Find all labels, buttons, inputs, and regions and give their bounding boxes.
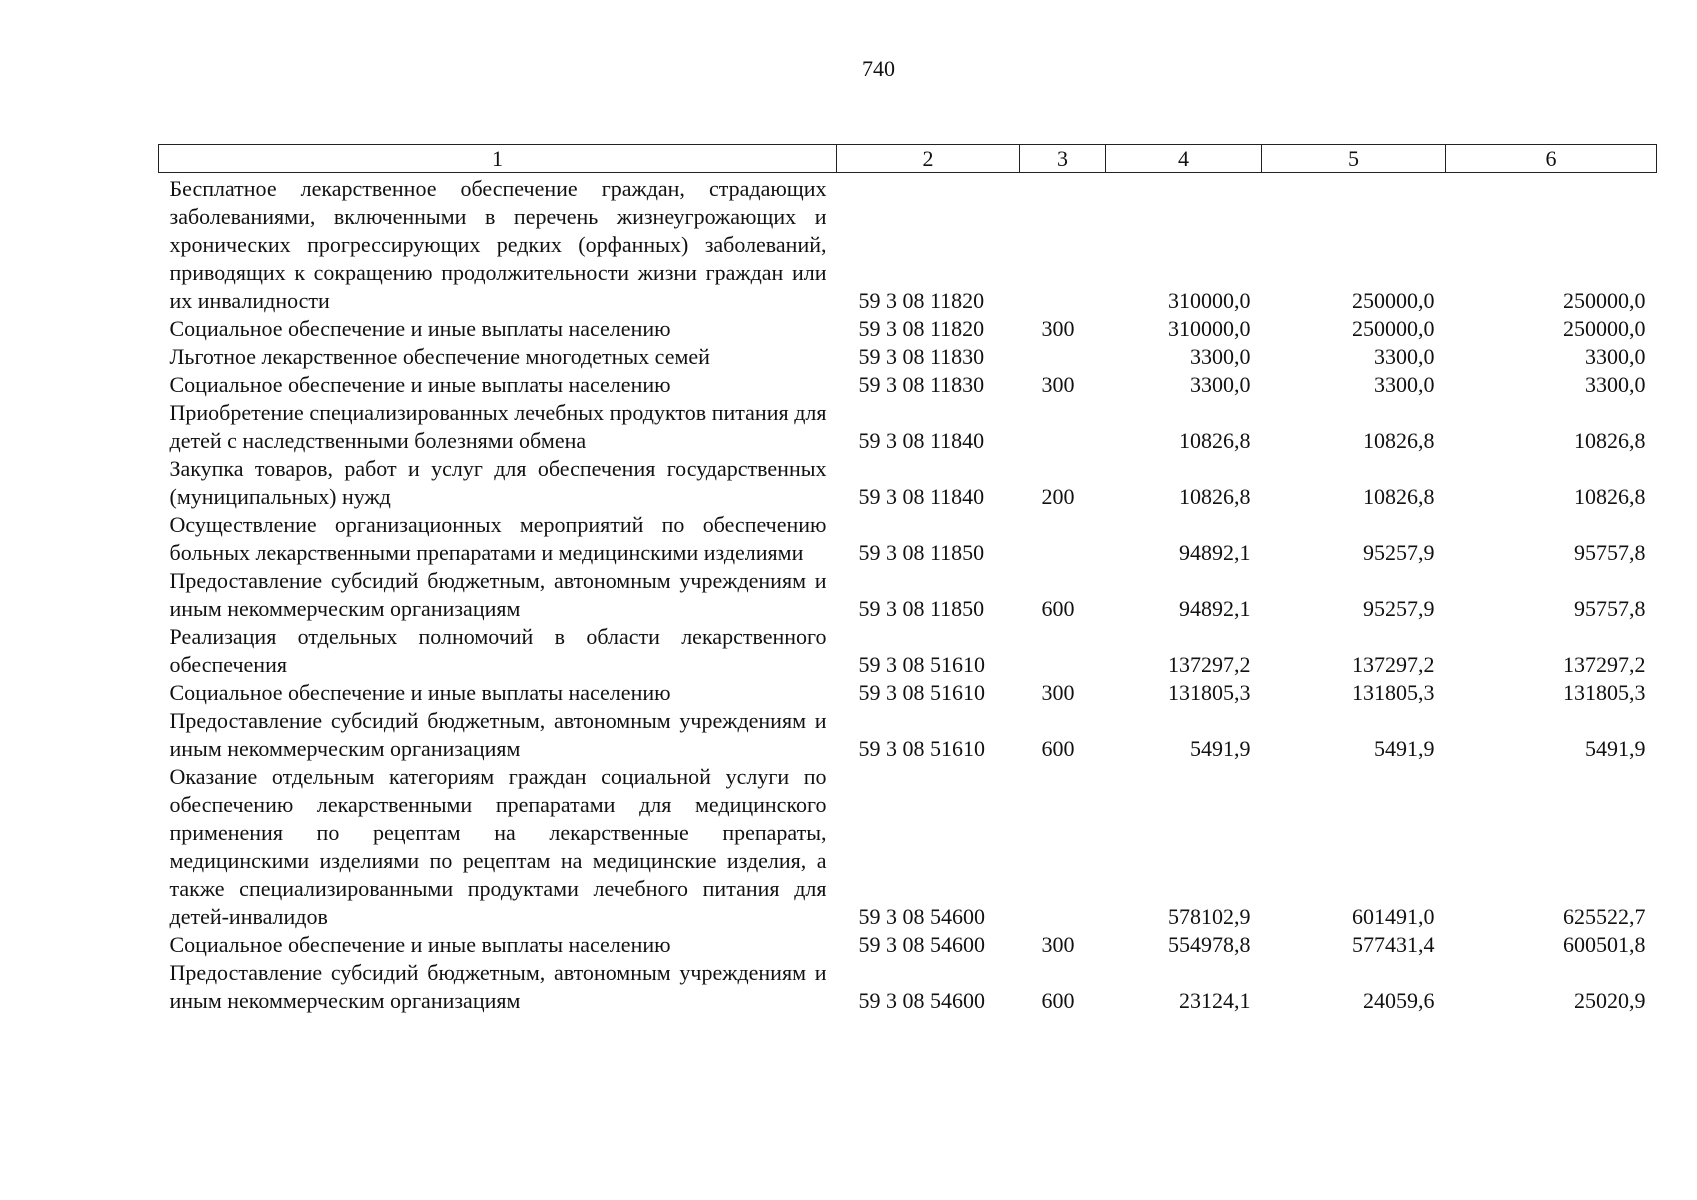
row-amount-col-6: 95757,8 bbox=[1574, 596, 1646, 621]
row-amount-col-5: 250000,0 bbox=[1352, 316, 1435, 341]
row-description: Реализация отдельных полномочий в области лекарственного обеспечения bbox=[169, 624, 827, 677]
table-body bbox=[159, 173, 1657, 1016]
table-row bbox=[159, 623, 1657, 679]
row-expense-type: 600 bbox=[1041, 988, 1075, 1013]
row-target-code: 59 3 08 51610 bbox=[858, 736, 985, 761]
budget-table bbox=[158, 144, 1657, 1015]
row-amount-col-5: 3300,0 bbox=[1374, 344, 1435, 369]
table-row bbox=[159, 455, 1657, 511]
row-target-code: 59 3 08 11840 bbox=[858, 484, 985, 509]
row-amount-col-4: 10826,8 bbox=[1179, 428, 1251, 453]
row-expense-type bbox=[1020, 399, 1106, 455]
row-amount-col-5: 577431,4 bbox=[1352, 932, 1435, 957]
row-expense-type bbox=[1020, 511, 1106, 567]
row-amount-col-4: 310000,0 bbox=[1168, 288, 1251, 313]
row-amount-col-6: 137297,2 bbox=[1563, 652, 1646, 677]
row-target-code: 59 3 08 11830 bbox=[858, 344, 985, 369]
row-description: Осуществление организационных мероприятий по обеспечению больных лекарственными препаратами и медицинскими изделиями bbox=[169, 512, 827, 565]
column-header-3: 3 bbox=[1020, 145, 1106, 173]
row-amount-col-5: 250000,0 bbox=[1352, 288, 1435, 313]
row-amount-col-4: 3300,0 bbox=[1190, 344, 1251, 369]
row-description: Оказание отдельным категориям граждан социальной услуги по обеспечению лекарственными препаратами для медицинского применения по рецептам на лекарственные препараты, медицинскими изделиями по рецептам на медицинские изделия, а также специализированными продуктами лечебного питания для детей-инвалидов bbox=[169, 764, 827, 929]
row-expense-type bbox=[1020, 173, 1106, 316]
row-amount-col-4: 5491,9 bbox=[1190, 736, 1251, 761]
row-amount-col-4: 137297,2 bbox=[1168, 652, 1251, 677]
row-description: Приобретение специализированных лечебных продуктов питания для детей с наследственными болезнями обмена bbox=[169, 400, 827, 453]
row-amount-col-5: 95257,9 bbox=[1363, 540, 1435, 565]
row-amount-col-4: 3300,0 bbox=[1190, 372, 1251, 397]
row-amount-col-6: 250000,0 bbox=[1563, 288, 1646, 313]
column-header-5: 5 bbox=[1262, 145, 1446, 173]
row-target-code: 59 3 08 51610 bbox=[858, 652, 985, 677]
row-target-code: 59 3 08 51610 bbox=[858, 680, 985, 705]
row-description: Закупка товаров, работ и услуг для обеспечения государственных (муниципальных) нужд bbox=[169, 456, 827, 509]
row-amount-col-6: 600501,8 bbox=[1563, 932, 1646, 957]
row-expense-type: 600 bbox=[1041, 736, 1075, 761]
row-amount-col-5: 131805,3 bbox=[1352, 680, 1435, 705]
row-target-code: 59 3 08 11850 bbox=[858, 596, 985, 621]
row-amount-col-4: 131805,3 bbox=[1168, 680, 1251, 705]
row-amount-col-5: 10826,8 bbox=[1363, 484, 1435, 509]
row-expense-type: 200 bbox=[1041, 484, 1075, 509]
row-amount-col-6: 25020,9 bbox=[1574, 988, 1646, 1013]
table-row bbox=[159, 511, 1657, 567]
row-amount-col-4: 10826,8 bbox=[1179, 484, 1251, 509]
column-header-4: 4 bbox=[1106, 145, 1262, 173]
row-amount-col-6: 250000,0 bbox=[1563, 316, 1646, 341]
column-header-6: 6 bbox=[1446, 145, 1657, 173]
row-amount-col-4: 94892,1 bbox=[1179, 540, 1251, 565]
row-target-code: 59 3 08 11840 bbox=[858, 428, 985, 453]
row-amount-col-4: 578102,9 bbox=[1168, 904, 1251, 929]
row-target-code: 59 3 08 54600 bbox=[858, 988, 985, 1013]
row-expense-type bbox=[1020, 763, 1106, 931]
table-row bbox=[159, 371, 1657, 399]
row-description: Бесплатное лекарственное обеспечение граждан, страдающих заболеваниями, включенными в перечень жизнеугрожающих и хронических прогрессирующих редких (орфанных) заболеваний, приводящих к сокращению продолжительности жизни граждан или их инвалидности bbox=[169, 176, 827, 313]
row-amount-col-5: 5491,9 bbox=[1374, 736, 1435, 761]
row-amount-col-5: 137297,2 bbox=[1352, 652, 1435, 677]
row-amount-col-4: 94892,1 bbox=[1179, 596, 1251, 621]
row-amount-col-6: 625522,7 bbox=[1563, 904, 1646, 929]
row-amount-col-6: 10826,8 bbox=[1574, 484, 1646, 509]
row-target-code: 59 3 08 54600 bbox=[858, 904, 985, 929]
row-target-code: 59 3 08 11830 bbox=[858, 372, 985, 397]
row-amount-col-6: 10826,8 bbox=[1574, 428, 1646, 453]
row-amount-col-6: 5491,9 bbox=[1585, 736, 1646, 761]
row-target-code: 59 3 08 54600 bbox=[858, 932, 985, 957]
row-description: Предоставление субсидий бюджетным, автономным учреждениям и иным некоммерческим организациям bbox=[169, 960, 827, 1013]
header-row bbox=[159, 145, 1657, 173]
row-expense-type: 300 bbox=[1041, 932, 1075, 957]
row-amount-col-6: 131805,3 bbox=[1563, 680, 1646, 705]
row-expense-type: 600 bbox=[1041, 596, 1075, 621]
row-target-code: 59 3 08 11820 bbox=[858, 288, 985, 313]
table-header bbox=[159, 145, 1657, 173]
table-row bbox=[159, 399, 1657, 455]
row-target-code: 59 3 08 11850 bbox=[858, 540, 985, 565]
row-expense-type bbox=[1020, 343, 1106, 371]
row-amount-col-4: 23124,1 bbox=[1179, 988, 1251, 1013]
table-row bbox=[159, 959, 1657, 1015]
row-description: Социальное обеспечение и иные выплаты населению bbox=[169, 372, 671, 397]
row-amount-col-4: 310000,0 bbox=[1168, 316, 1251, 341]
row-description: Предоставление субсидий бюджетным, автономным учреждениям и иным некоммерческим организациям bbox=[169, 708, 827, 761]
row-expense-type: 300 bbox=[1041, 680, 1075, 705]
row-description: Социальное обеспечение и иные выплаты населению bbox=[169, 932, 671, 957]
row-amount-col-6: 95757,8 bbox=[1574, 540, 1646, 565]
column-header-1: 1 bbox=[159, 145, 837, 173]
table-row bbox=[159, 931, 1657, 959]
row-target-code: 59 3 08 11820 bbox=[858, 316, 985, 341]
row-description: Социальное обеспечение и иные выплаты населению bbox=[169, 316, 671, 341]
row-description: Социальное обеспечение и иные выплаты населению bbox=[169, 680, 671, 705]
row-description: Предоставление субсидий бюджетным, автономным учреждениям и иным некоммерческим организациям bbox=[169, 568, 827, 621]
row-description: Льготное лекарственное обеспечение многодетных семей bbox=[169, 344, 710, 369]
row-expense-type: 300 bbox=[1041, 316, 1075, 341]
table-row bbox=[159, 707, 1657, 763]
row-expense-type: 300 bbox=[1041, 372, 1075, 397]
column-header-2: 2 bbox=[837, 145, 1020, 173]
row-amount-col-5: 601491,0 bbox=[1352, 904, 1435, 929]
row-amount-col-5: 95257,9 bbox=[1363, 596, 1435, 621]
row-amount-col-6: 3300,0 bbox=[1585, 372, 1646, 397]
page-number: 740 bbox=[862, 56, 895, 81]
row-amount-col-6: 3300,0 bbox=[1585, 344, 1646, 369]
table-row bbox=[159, 343, 1657, 371]
row-amount-col-4: 554978,8 bbox=[1168, 932, 1251, 957]
table-row bbox=[159, 763, 1657, 931]
row-amount-col-5: 24059,6 bbox=[1363, 988, 1435, 1013]
table-row bbox=[159, 679, 1657, 707]
row-expense-type bbox=[1020, 623, 1106, 679]
table-row bbox=[159, 315, 1657, 343]
table-row bbox=[159, 567, 1657, 623]
table-row bbox=[159, 173, 1657, 316]
row-amount-col-5: 10826,8 bbox=[1363, 428, 1435, 453]
row-amount-col-5: 3300,0 bbox=[1374, 372, 1435, 397]
